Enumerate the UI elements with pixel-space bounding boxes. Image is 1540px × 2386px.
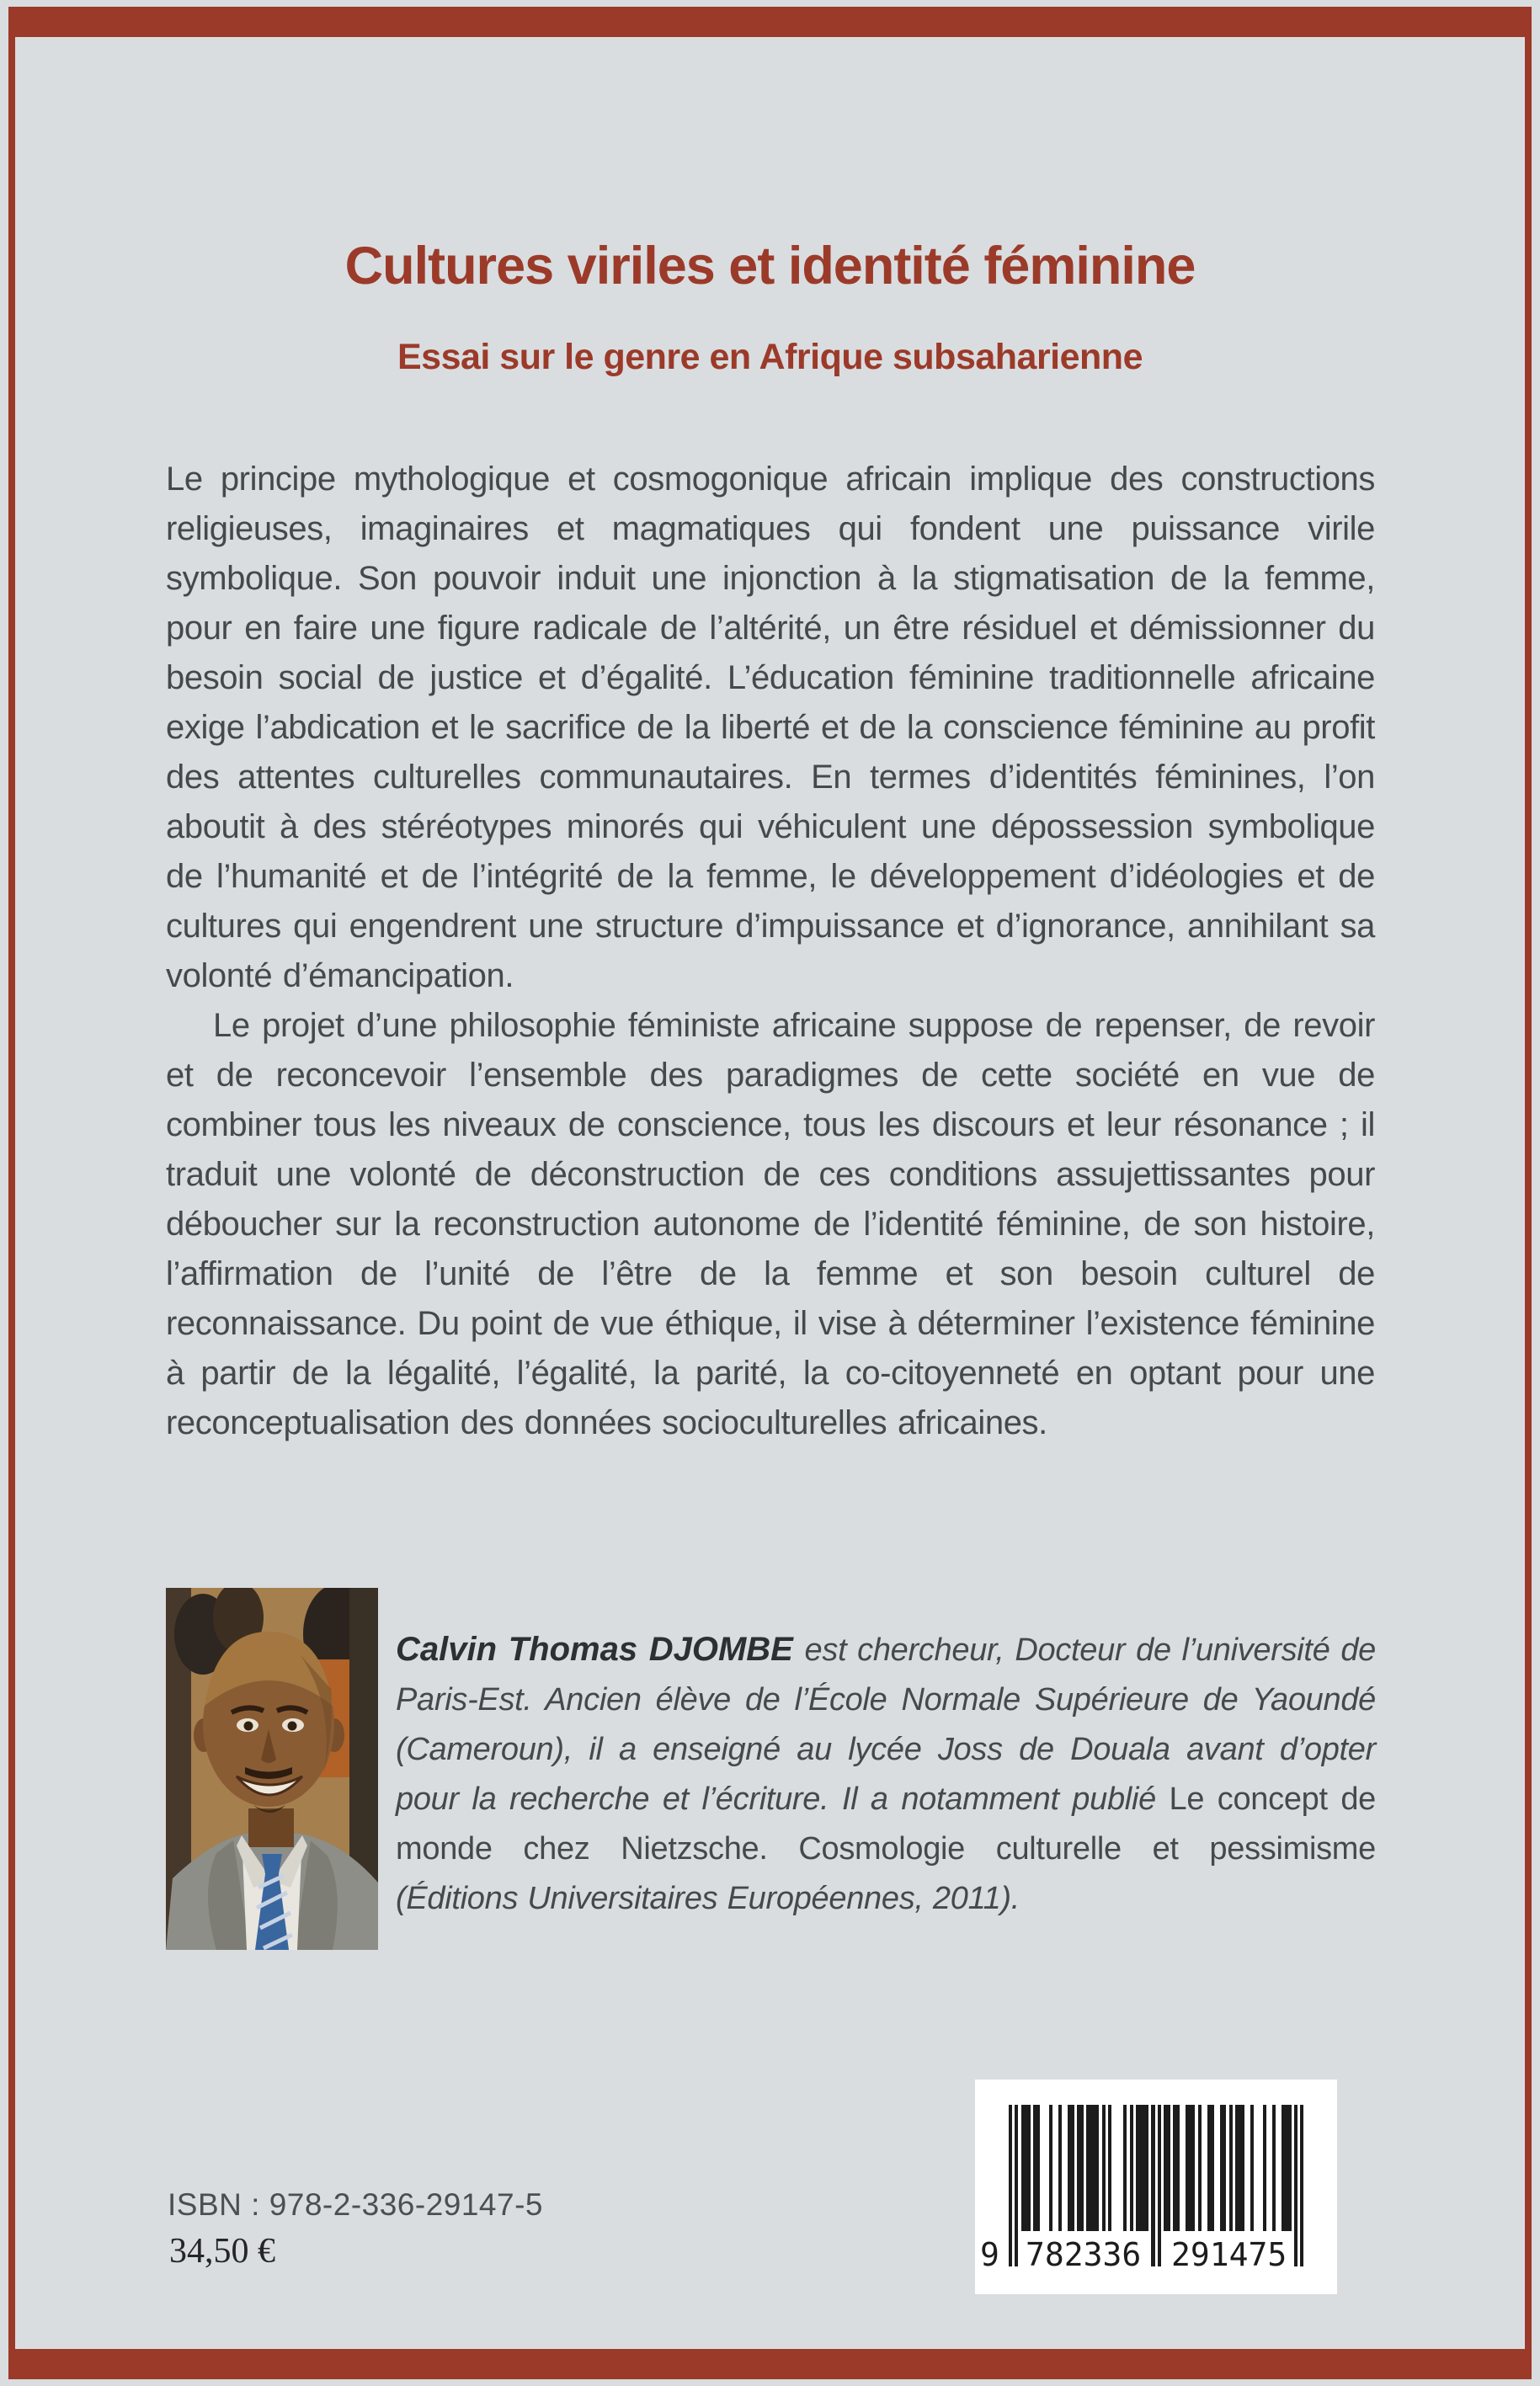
author-bio — [396, 1625, 1376, 1924]
frame-top-bar — [8, 7, 1532, 37]
author-photo — [166, 1588, 378, 1950]
bio-text: est chercheur, Docteur de l’université de Paris-Est. Ancien élève de l’École Normale Supérieure de Yaoundé (Cameroun), il a enseigné au lycée Joss de Douala avant d’opter pour la recherche et l’écriture. Il a notamment publié — [396, 1632, 1377, 1817]
barcode — [975, 2080, 1337, 2294]
cited-book-title: Le concept de monde chez Nietzsche. Cosmologie culturelle et pessimisme — [396, 1782, 1377, 1867]
frame-bottom-bar — [8, 2349, 1532, 2379]
book-title: Cultures viriles et identité féminine — [344, 237, 1196, 296]
price-label: 34,50 € — [169, 2232, 275, 2271]
barcode-digits-right: 291475 — [1171, 2236, 1287, 2273]
synopsis — [166, 455, 1375, 1448]
author-portrait-illustration — [166, 1588, 378, 1950]
isbn-label: ISBN : 978-2-336-29147-5 — [168, 2187, 543, 2222]
publisher-info: (Éditions Universitaires Européennes, 2011). — [396, 1881, 1020, 1916]
synopsis-paragraph-2: Le projet d’une philosophie féministe africaine suppose de repenser, de revoir et de reconcevoir l’ensemble des paradigmes de cette société en vue de combiner tous les niveaux de conscience, tous les discours et leur résonance ; il traduit une volonté de déconstruction de ces conditions assujettissantes pour déboucher sur la reconstruction autonome de l’identité féminine, de son histoire, l’affirmation de l’unité de l’être de la femme et son besoin culturel de reconnaissance. Du point de vue éthique, il vise à déterminer l’existence féminine à partir de la légalité, l’égalité, la parité, la co-citoyenneté en optant pour une reconceptualisation des données socioculturelles africaines. — [166, 1007, 1375, 1441]
author-name: Calvin Thomas DJOMBE — [396, 1631, 805, 1668]
barcode-digits-left: 782336 — [1026, 2236, 1142, 2273]
synopsis-paragraph-1: Le principe mythologique et cosmogonique africain implique des constructions religieuses, imaginaires et magmatiques qui fondent une puissance virile symbolique. Son pouvoir induit une injonction à la stigmatisation de la femme, pour en faire une figure radicale de l’altérité, un être résiduel et démissionner du besoin social de justice et d’égalité. L’éducation féminine traditionnelle africaine exige l’abdication et le sacrifice de la liberté et de la conscience féminine au profit des attentes culturelles communautaires. En termes d’identités féminines, l’on aboutit à des stéréotypes minorés qui véhiculent une dépossession symbolique de l’humanité et de l’intégrité de la femme, le développement d’idéologies et de cultures qui engendrent une structure d’impuissance et d’ignorance, annihilant sa volonté d’émancipation. — [166, 461, 1375, 994]
barcode-digit-first: 9 — [980, 2236, 999, 2273]
book-subtitle: Essai sur le genre en Afrique subsaharienne — [397, 337, 1143, 377]
